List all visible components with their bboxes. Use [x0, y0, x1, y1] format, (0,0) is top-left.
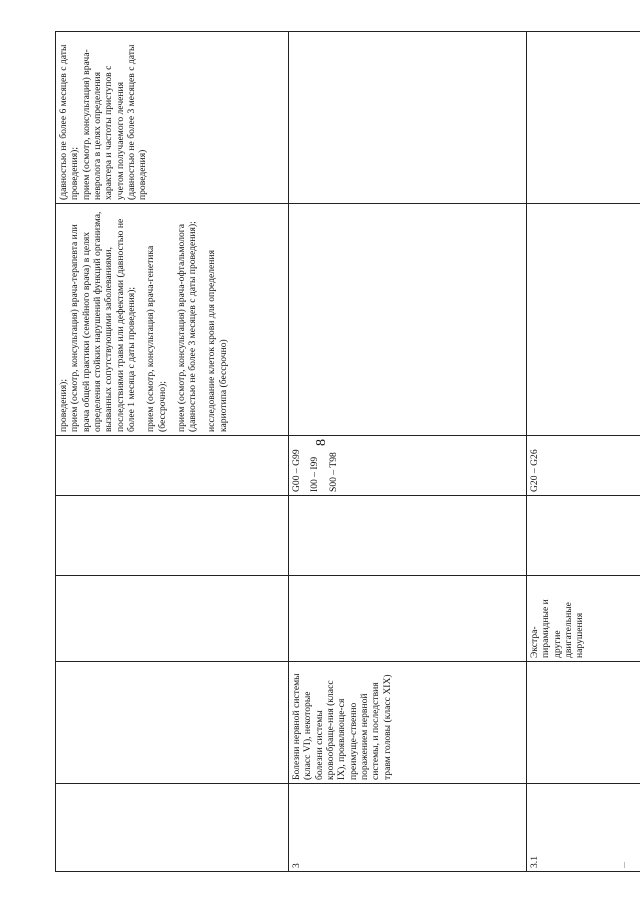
empty-cell — [289, 496, 527, 576]
scan-mark — [624, 862, 625, 868]
row-number: 3 — [289, 784, 527, 872]
page-number: 8 — [314, 439, 329, 446]
empty-cell — [56, 496, 289, 576]
empty-cell — [527, 496, 640, 576]
exam-item: прием (осмотр, консультация) врача-офтальмолога (давностью не более 3 месяцев с даты проведения); — [175, 221, 199, 432]
icd-code: G00 – G99 — [291, 449, 302, 492]
disease-subgroup — [56, 576, 289, 662]
required-examinations — [527, 204, 640, 436]
table-row — [289, 32, 527, 872]
icd-codes-cell — [527, 436, 640, 496]
exam-item: проведения); — [58, 378, 69, 432]
required-examinations — [289, 204, 527, 436]
icd-code: G20 – G26 — [529, 449, 540, 492]
additional-examinations — [289, 32, 527, 204]
disease-subgroup — [289, 576, 527, 662]
disease-class-name — [56, 662, 289, 784]
icd-code: I00 – I99 — [309, 456, 321, 492]
extra-item: (давностью не более 6 месяцев с даты проведения); — [58, 44, 81, 200]
icd-codes-cell — [56, 436, 289, 496]
disease-class-name — [527, 662, 640, 784]
row-number — [56, 784, 289, 872]
disease-criteria-table — [55, 32, 640, 872]
icd-code: S00 – T98 — [327, 452, 339, 492]
row-number: 3.1 — [527, 784, 640, 872]
extra-item: прием (осмотр, консультация) врача-невролога в целях определения характера и частоты приступов с учетом получаемого лечения (давностью не более 3 месяцев с даты проведения) — [80, 44, 149, 200]
disease-class-name: Болезни нервной системы (класс VI), некоторые болезни системы кровообраще-ния (класс IX), проявляюще-ся преимуще-ственно поражением нервной системы, и последствия травм головы (класс XIX) — [289, 662, 527, 784]
table-row — [56, 32, 289, 872]
additional-examinations — [56, 32, 289, 204]
exam-item: прием (осмотр, консультация) врача-генетика (бессрочно); — [145, 245, 168, 432]
required-examinations — [56, 204, 289, 436]
icd-codes-cell — [289, 436, 527, 496]
exam-item: исследование клеток крови для определения кариотипа (бессрочно) — [206, 250, 229, 432]
disease-subgroup: Экстра-пирамидные и другие двигательные нарушения — [527, 576, 640, 662]
additional-examinations — [527, 32, 640, 204]
exam-item: прием (осмотр, консультация) врача-терапевта или врача общей практики (семейного врача) в целях определения стойких нарушений функций организма, вызванных сопутствующими заболеваниями, последствиями травм или дефектами (давностью не более 1 месяца с даты проведения); — [69, 211, 137, 432]
table-row — [527, 32, 640, 872]
